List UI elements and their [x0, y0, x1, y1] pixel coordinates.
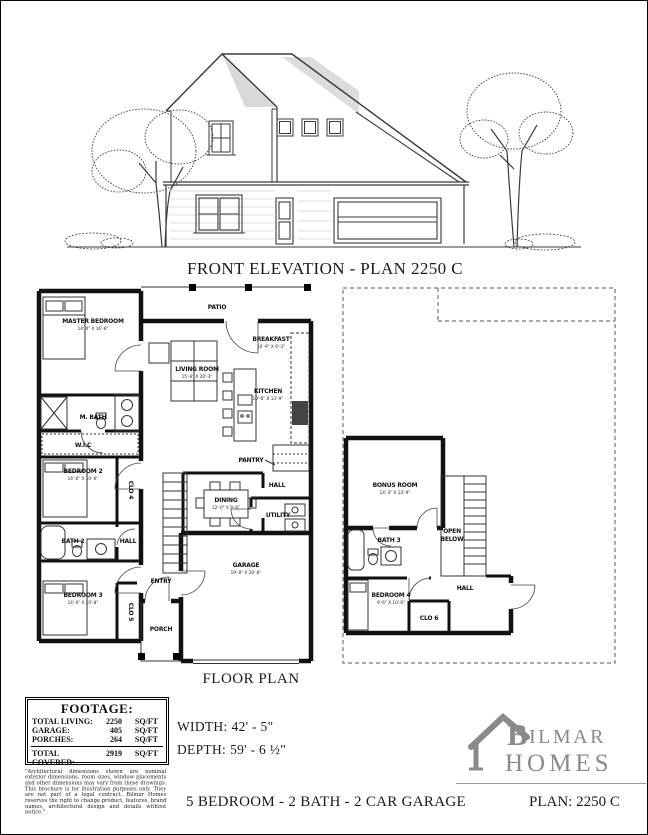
room-label-master-bath: M. BATH [79, 414, 107, 421]
room-label-hall-center: HALL [268, 482, 286, 489]
front-window [193, 195, 245, 233]
room-dims-bedroom2: 14'-0" X 10'-6" [67, 476, 99, 481]
oven [292, 401, 308, 425]
room-label-entry: ENTRY [150, 578, 172, 585]
depth-value: 59' - 6 ½" [230, 742, 287, 757]
room-label-kitchen: KITCHEN [253, 388, 283, 395]
first-floor-plan [39, 284, 311, 666]
elevation-title: FRONT ELEVATION - PLAN 2250 C [187, 259, 463, 278]
bedroom3-bed [43, 581, 87, 635]
patio-post [245, 284, 252, 291]
width-value: 42' - 5" [231, 719, 274, 734]
second-floor-interior-walls [346, 576, 511, 633]
disclaimer-text: "Architectural dimensions shown are nominal exterior dimensions, room sizes, window placements and other dimensions may vary from these drawings. This brochure is for illustration purposes only. They are not part of a legal contract. Bilmar Homes reserves the right to change product, features, brand names, architectural design and details without notice." [25, 768, 167, 815]
front-elevation-drawing [59, 51, 591, 263]
footage-unit: SQ/FT [134, 735, 158, 744]
room-label-open-below-2: BELOW [440, 536, 464, 543]
room-label-bedroom2: BEDROOM 2 [63, 468, 103, 475]
room-label-dining: DINING [214, 497, 238, 504]
footage-value: 2250 [106, 717, 122, 726]
footage-row-garage [32, 726, 162, 735]
room-label-bedroom3: BEDROOM 3 [63, 592, 103, 599]
main-roof [222, 54, 466, 182]
room-label-bedroom4: BEDROOM 4 [371, 592, 411, 599]
room-label-utility: UTILITY [265, 512, 291, 519]
second-floor-plan [343, 288, 615, 663]
band-shadow [282, 57, 359, 114]
logo-underline [456, 783, 646, 784]
width-line [177, 715, 286, 738]
room-dims-bonus-room: 14'-3" X 13'-9" [379, 490, 411, 495]
footage-label: GARAGE: [32, 726, 70, 735]
plan-summary: 5 BEDROOM - 2 BATH - 2 CAR GARAGE [186, 794, 466, 810]
footage-table [25, 697, 169, 765]
footage-row-total-living [32, 717, 162, 726]
siding-texture [169, 191, 331, 239]
eave-line [163, 182, 469, 185]
footage-separator [31, 746, 163, 747]
front-door [276, 198, 293, 244]
footage-row-porches [32, 735, 162, 744]
footage-value: 405 [110, 726, 122, 735]
patio-post [304, 284, 311, 291]
stairs-second-floor [441, 476, 486, 576]
kitchen-counter [291, 333, 309, 443]
room-label-pantry: PANTRY [238, 457, 264, 464]
footage-row-total-covered [32, 749, 162, 767]
room-label-hall-wing: HALL [119, 538, 137, 545]
depth-label: DEPTH: [177, 742, 227, 757]
room-dims-kitchen: 10'-6" X 13'-9" [252, 396, 284, 401]
wall-edges [166, 185, 464, 247]
room-label-open-below-1: OPEN [443, 528, 461, 535]
house-drawing [163, 54, 469, 247]
room-label-master-bedroom: MASTER BEDROOM [62, 318, 124, 325]
room-label-patio: PATIO [207, 304, 227, 311]
pantry-shelves [273, 445, 309, 471]
room-label-bonus-room: BONUS ROOM [372, 482, 418, 489]
garage-door [334, 198, 441, 243]
room-dims-dining: 12'-0" X 9'-6" [211, 505, 241, 510]
footage-label: PORCHES: [32, 735, 74, 744]
plan-number: PLAN: 2250 C [529, 794, 620, 810]
room-label-clo6: CLO 6 [419, 615, 439, 622]
footage-label: TOTAL LIVING: [32, 717, 93, 726]
room-dims-living-room: 15'-6" X 20'-3" [181, 374, 213, 379]
floor-plan-drawing [21, 283, 631, 675]
footage-unit: SQ/FT [134, 749, 158, 758]
kitchen-island [223, 369, 256, 441]
room-label-porch: PORCH [149, 626, 173, 633]
room-label-bath3: BATH 3 [377, 537, 401, 544]
room-label-bath2: BATH 2 [61, 538, 85, 545]
tree-right [460, 73, 573, 247]
band-windows [277, 119, 343, 136]
footage-table-inner [27, 699, 167, 767]
bilmar-homes-logo [463, 711, 643, 777]
floor-plan-title: FLOOR PLAN [202, 671, 300, 687]
bedroom4-bed [348, 580, 368, 630]
hip-roof-edge [356, 112, 459, 182]
room-label-garage: GARAGE [232, 562, 260, 569]
room-label-clo4: CLO 4 [127, 480, 134, 500]
depth-line [177, 738, 286, 761]
footage-title: FOOTAGE: [60, 701, 134, 716]
tree-left [92, 109, 213, 247]
width-label: WIDTH: [177, 719, 228, 734]
logo-rest: ILMAR [529, 726, 606, 748]
footage-value: 264 [110, 735, 122, 744]
room-label-living-room: LIVING ROOM [175, 366, 219, 373]
room-label-wic: W.I.C [74, 442, 92, 449]
footage-label: TOTAL COVERED: [32, 749, 75, 767]
footage-unit: SQ/FT [134, 726, 158, 735]
room-dims-master-bedroom: 14'-0" X 16'-6" [77, 326, 109, 331]
master-bath-fixtures [41, 395, 139, 431]
patio-post [189, 284, 196, 291]
center-interior-walls [183, 473, 309, 533]
logo-initial: B [507, 717, 528, 752]
room-label-hall-second: HALL [456, 585, 474, 592]
size-block [177, 715, 286, 761]
room-dims-breakfast: 10'-9" X 9'-3" [256, 344, 286, 349]
room-label-breakfast: BREAKFAST [252, 336, 290, 343]
room-dims-bedroom4: 9'-6" X 10'-6" [376, 600, 406, 605]
bush-right [505, 234, 575, 250]
logo-bottom: HOMES [505, 750, 613, 777]
room-dims-bedroom3: 14'-0" X 10'-8" [67, 600, 99, 605]
room-label-clo5: CLO 5 [127, 602, 134, 622]
footage-unit: SQ/FT [134, 717, 158, 726]
room-dims-garage: 19'-8" X 20'-8" [230, 570, 262, 575]
footage-value: 2919 [106, 749, 122, 758]
